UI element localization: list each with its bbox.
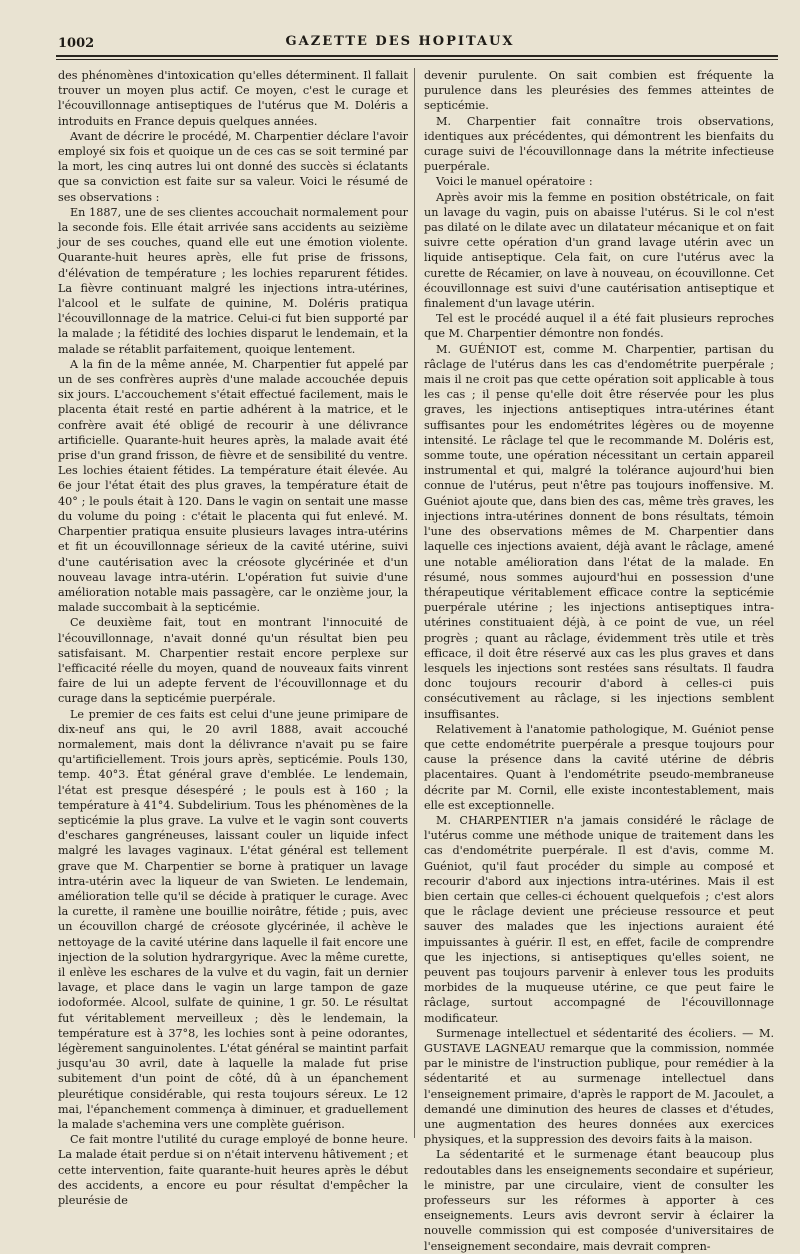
paragraph: Ce deuxième fait, tout en montrant l'innocuité de l'écouvillonnage, n'avait donné qu'un résultat bien peu satisfaisant. M. Charpentier restait encore perplexe sur l'efficacité réelle du moyen, quand de nouveaux faits vinrent faire de lui un adepte fervent de l'écouvillonnage et du curage dans la septicémie puerpérale. xyxy=(58,616,408,706)
paragraph: Avant de décrire le procédé, M. Charpentier déclare l'avoir employé six fois et quoique un de ces cas se soit terminé par la mort, les cinq autres lui ont donné des succès si éclatants que sa conviction est faite sur sa valeur. Voici le résumé de ses observations : xyxy=(58,129,408,204)
header-rule-thin xyxy=(56,59,778,60)
page-number: 1002 xyxy=(58,36,95,51)
section-paragraph: Surmenage intellectuel et sédentarité des écoliers. — M. GUSTAVE LAGNEAU remarque que la commission, nommée par le ministre de l'instruction publique, pour remédier à la sédentarité et au surmenage intellectuel dans l'enseignement primaire, d'après le rapport de M. Jacoulet, a demandé une diminution des heures de classes et d'études, une augmentation des heures données aux exercices physiques, et la suppression des devoirs faits à la maison. xyxy=(424,1026,774,1147)
paragraph: M. CHARPENTIER n'a jamais considéré le râclage de l'utérus comme une méthode unique de traitement dans les cas d'endométrite puerpérale. Il est d'avis, comme M. Guéniot, qu'il faut procéder du simple au composé et recourir d'abord aux injections intra-utérines. Mais il est bien certain que celles-ci échouent quelquefois ; c'est alors que le râclage devient une précieuse ressource et peut sauver des malades que les injections auraient été impuissantes à guérir. Il est, en effet, facile de comprendre que les injections, si antiseptiques qu'elles soient, ne peuvent pas toujours parvenir à enlever tous les produits morbides de la muqueuse utérine, ce que peut faire le râclage, surtout accompagné de l'écouvillonnage modificateur. xyxy=(424,813,774,1025)
paragraph: En 1887, une de ses clientes accouchait normalement pour la seconde fois. Elle était arrivée sans accidents au seizième jour de ses couches, quand elle eut une émotion violente. Quarante-huit heures après, elle fut prise de frissons, d'élévation de température ; les lochies reparurent fétides. La fièvre continuant malgré les injections intra-utérines, l'alcool et le sulfate de quinine, M. Doléris pratiqua l'écouvillonnage de la matrice. Celui-ci fut bien supporté par la malade ; la fétidité des lochies disparut le lendemain, et la malade se rétablit parfaitement, quoique lentement. xyxy=(58,205,408,356)
paragraph: Relativement à l'anatomie pathologique, M. Guéniot pense que cette endométrite puerpérale a presque toujours pour cause la présence dans la cavité utérine de débris placentaires. Quant à l'endométrite pseudo-membraneuse décrite par M. Cornil, elle existe incontestablement, mais elle est exceptionnelle. xyxy=(424,722,774,812)
paragraph: M. GUÉNIOT est, comme M. Charpentier, partisan du râclage de l'utérus dans les cas d'endométrite puerpérale ; mais il ne croit pas que cette opération soit applicable à tous les cas ; il pense qu'elle doit être réservée pour les plus graves, les injections antiseptiques intra-utérines étant suffisantes pour les endométrites légères ou de moyenne intensité. Le râclage tel que le recommande M. Doléris est, somme toute, une opération nécessitant un certain appareil instrumental et qui, malgré la tolérance aujourd'hui bien connue de l'utérus, peut n'être pas toujours inoffensive. M. Guéniot ajoute que, dans bien des cas, même très graves, les injections intra-utérines donnent de bons résultats, témoin l'une des observations mêmes de M. Charpentier dans laquelle ces injections avaient, déjà avant le râclage, amené une notable amélioration dans l'état de la malade. En résumé, nous sommes aujourd'hui en possession d'une thérapeutique véritablement efficace contre la septicémie puerpérale utérine ; les injections antiseptiques intra-utérines constituaient déjà, à ce point de vue, un réel progrès ; quant au râclage, évidemment très utile et très efficace, il doit être réservé aux cas les plus graves et dans lesquels les injections sont restées sans résultats. Il faudra donc toujours recourir d'abord à celles-ci puis consécutivement au râclage, si les injections semblent insuffisantes. xyxy=(424,342,774,721)
left-column xyxy=(58,68,408,1208)
paragraph: devenir purulente. On sait combien est fréquente la purulence dans les pleurésies des femmes atteintes de septicémie. xyxy=(424,69,774,113)
paragraph: Après avoir mis la femme en position obstétricale, on fait un lavage du vagin, puis on abaisse l'utérus. Si le col n'est pas dilaté on le dilate avec un dilatateur mécanique et on fait suivre cette opération d'un grand lavage utérin avec un liquide antiseptique. Cela fait, on cure l'utérus avec la curette de Récamier, on lave à nouveau, on écouvillonne. Cet écouvillonnage est suivi d'une cautérisation antiseptique et finalement d'un lavage utérin. xyxy=(424,190,774,311)
paragraph: Tel est le procédé auquel il a été fait plusieurs reproches que M. Charpentier démontre non fondés. xyxy=(424,312,774,341)
paragraph: M. Charpentier fait connaître trois observations, identiques aux précédentes, qui démontrent les bienfaits du curage suivi de l'écouvillonnage dans la métrite infectieuse puerpérale. xyxy=(424,114,774,174)
right-column xyxy=(424,68,774,1253)
paragraph: Le premier de ces faits est celui d'une jeune primipare de dix-neuf ans qui, le 20 avril 1888, avait accouché normalement, mais dont la délivrance n'avait pu se faire qu'artificiellement. Trois jours après, septicémie. Pouls 130, temp. 40°3. État général grave d'emblée. Le lendemain, l'état est presque désespéré ; le pouls est à 160 ; la température à 41°4. Subdelirium. Tous les phénomènes de la septicémie la plus grave. La vulve et le vagin sont couverts d'eschares gangréneuses, laissant couler un liquide infect malgré les lavages vaginaux. L'état général est tellement grave que M. Charpentier se borne à pratiquer un lavage intra-utérin avec la liqueur de van Swieten. Le lendemain, amélioration telle qu'il se décide à pratiquer le curage. Avec la curette, il ramène une bouillie noirâtre, fétide ; puis, avec un écouvillon chargé de créosote glycérinée, il achève le nettoyage de la cavité utérine dans laquelle il fait encore une injection de la solution hydrargyrique. Avec la même curette, il enlève les eschares de la vulve et du vagin, fait un dernier lavage, et place dans le vagin un large tampon de gaze iodoformée. Alcool, sulfate de quinine, 1 gr. 50. Le résultat fut véritablement merveilleux ; dès le lendemain, la température est à 37°8, les lochies sont à peine odorantes, légèrement sanguinolentes. L'état général se maintint parfait jusqu'au 30 avril, date à laquelle la malade fut prise subitement d'un point de côté, dû à un épanchement pleurétique considérable, qui resta toujours séreux. Le 12 mai, l'épanchement commença à diminuer, et graduellement la malade s'achemina vers une complète guérison. xyxy=(58,707,408,1132)
paragraph: A la fin de la même année, M. Charpentier fut appelé par un de ses confrères auprès d'une malade accouchée depuis six jours. L'accouchement s'était effectué facilement, mais le placenta était resté en partie adhérent à la matrice, et le confrère avait été obligé de recourir à une délivrance artificielle. Quarante-huit heures après, la malade avait été prise d'un grand frisson, de fièvre et de sensibilité du ventre. Les lochies étaient fétides. La température était élevée. Au 6e jour l'état était des plus graves, la température était de 40° ; le pouls était à 120. Dans le vagin on sentait une masse du volume du poing : c'était le placenta qui fut enlevé. M. Charpentier pratiqua ensuite plusieurs lavages intra-utérins et fit un écouvillonnage sérieux de la cavité utérine, suivi d'une cautérisation avec la créosote glycérinée et d'un nouveau lavage intra-utérin. L'opération fut suivie d'une amélioration notable mais passagère, car le onzième jour, la malade succombait à la septicémie. xyxy=(58,357,408,615)
column-divider xyxy=(414,68,415,1138)
paragraph: Ce fait montre l'utilité du curage employé de bonne heure. La malade était perdue si on n'était intervenu hâtivement ; et cette intervention, faite quarante-huit heures après le début des accidents, a encore eu pour résultat d'empêcher la pleurésie de xyxy=(58,1133,408,1208)
paragraph: La sédentarité et le surmenage étant beaucoup plus redoutables dans les enseignements secondaire et supérieur, le ministre, par une circulaire, vient de consulter les professeurs sur les réformes à apporter à ces enseignements. Leurs avis devront servir à éclairer la nouvelle commission qui est composée d'universitaires de l'enseignement secondaire, mais devrait compren- xyxy=(424,1148,774,1253)
header-rule xyxy=(56,55,778,57)
paragraph: des phénomènes d'intoxication qu'elles déterminent. Il fallait trouver un moyen plus actif. Ce moyen, c'est le curage et l'écouvillonnage antiseptiques de l'utérus que M. Doléris a introduits en France depuis quelques années. xyxy=(58,69,408,128)
paragraph: Voici le manuel opératoire : xyxy=(436,175,593,189)
running-title: GAZETTE DES HOPITAUX xyxy=(285,34,515,49)
